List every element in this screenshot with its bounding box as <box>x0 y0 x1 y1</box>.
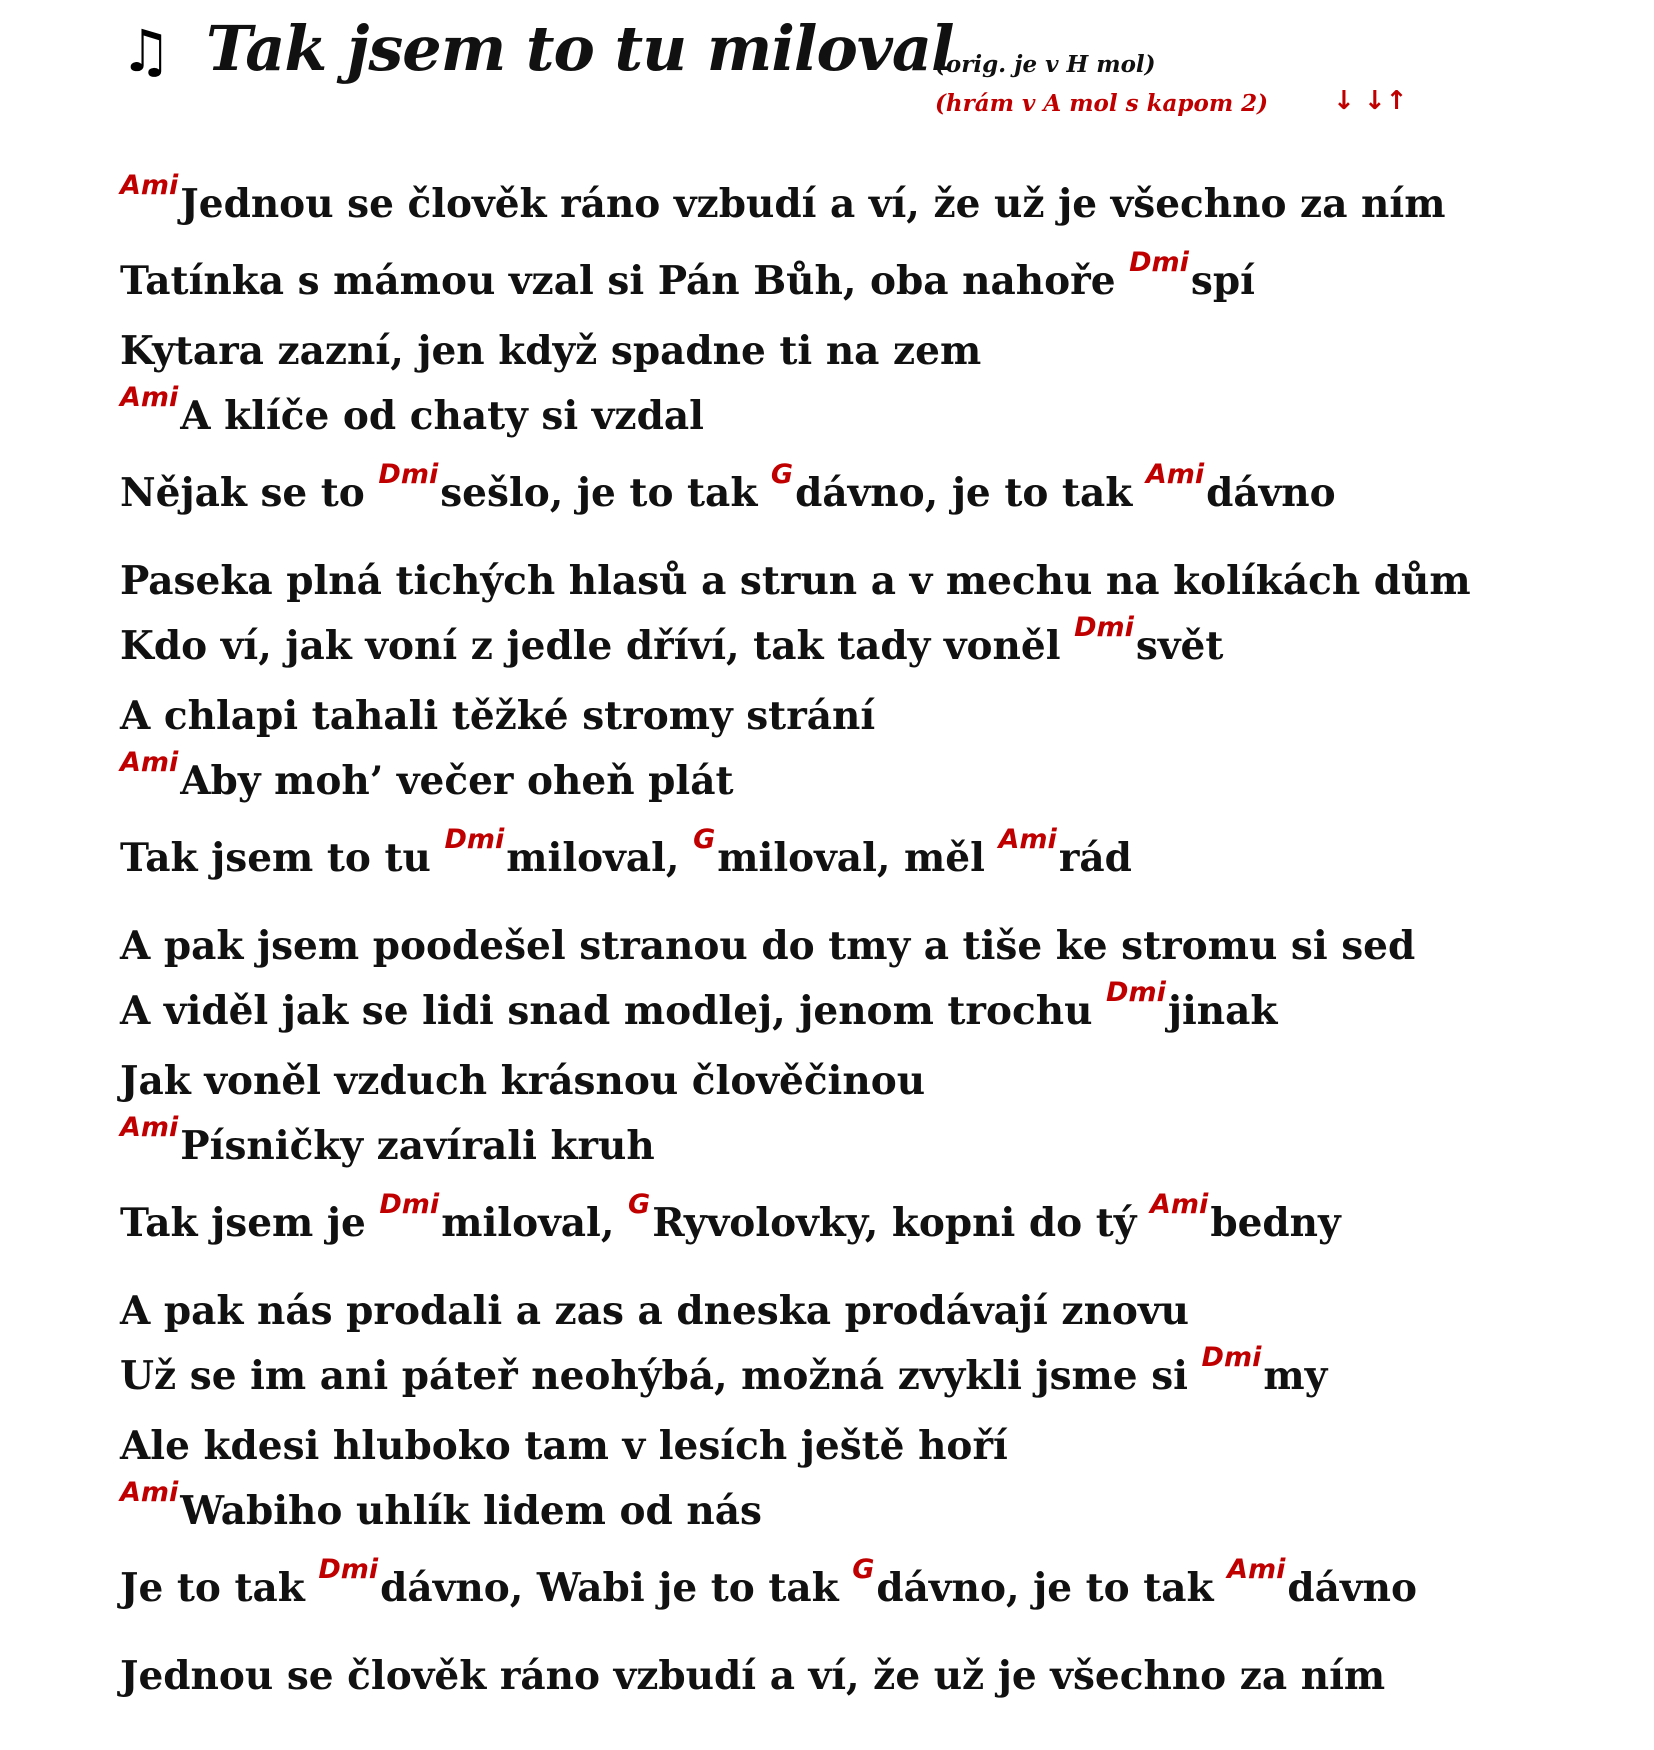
lyric-text: rád <box>1058 835 1132 881</box>
chord-label: Dmi <box>1201 1342 1262 1373</box>
lyric-text: Jednou se člověk ráno vzbudí a ví, že už je všechno za ním <box>120 1653 1386 1699</box>
lyric-text: svět <box>1135 623 1224 669</box>
lyric-text: Kytara zazní, jen když spadne ti na zem <box>120 328 982 374</box>
lyric-text: dávno, je to tak <box>876 1565 1228 1611</box>
lyric-line <box>120 1475 1640 1552</box>
chord-label: G <box>852 1554 875 1585</box>
song-title: Tak jsem to tu miloval <box>206 12 954 85</box>
lyric-text: Je to tak <box>120 1565 319 1611</box>
lyric-line <box>120 1282 1640 1340</box>
lyric-text: Ale kdesi hluboko tam v lesích ještě hoří <box>120 1423 1008 1469</box>
lyric-text: Paseka plná tichých hlasů a strun a v mechu na kolíkách dům <box>120 558 1471 604</box>
chord-label: Dmi <box>1129 247 1189 278</box>
chord-label: Ami <box>1145 459 1205 490</box>
lyric-text: miloval, <box>506 835 694 881</box>
lyric-text: Wabiho uhlík lidem od nás <box>180 1488 762 1534</box>
lyric-text: miloval, měl <box>717 835 999 881</box>
chord-label: Dmi <box>1106 977 1166 1008</box>
chord-label: Dmi <box>444 824 505 855</box>
chord-label: Dmi <box>1074 612 1134 643</box>
stanza <box>120 552 1640 899</box>
lyric-line <box>120 610 1640 687</box>
lyric-text: A viděl jak se lidi snad modlej, jenom trochu <box>120 988 1107 1034</box>
capo-note: (hrám v A mol s kapom 2) <box>935 90 1269 117</box>
lyric-line <box>120 1417 1640 1475</box>
chord-label: Ami <box>998 824 1057 855</box>
lyric-text: sešlo, je to tak <box>440 470 771 516</box>
lyric-text: jinak <box>1167 988 1278 1034</box>
lyric-text: A pak nás prodali a zas a dneska prodávají znovu <box>120 1288 1189 1334</box>
lyric-line <box>120 552 1640 610</box>
lyric-line <box>120 687 1640 745</box>
lyric-text: miloval, <box>441 1200 629 1246</box>
lyric-text: bedny <box>1210 1200 1341 1246</box>
stanza <box>120 168 1640 534</box>
lyric-text: Písničky zavírali kruh <box>180 1123 655 1169</box>
lyric-line <box>120 168 1640 245</box>
lyric-line <box>120 322 1640 380</box>
lyric-text: Nějak se to <box>120 470 379 516</box>
lyric-text: Jak voněl vzduch krásnou člověčinou <box>120 1058 926 1104</box>
lyric-line <box>120 380 1640 457</box>
stanza <box>120 1647 1640 1705</box>
lyric-text: spí <box>1190 258 1255 304</box>
lyric-line <box>120 1647 1640 1705</box>
chord-label: Ami <box>120 747 179 778</box>
chord-label: Ami <box>120 382 179 413</box>
lyric-text: A pak jsem poodešel stranou do tmy a tiše ke stromu si sed <box>120 923 1416 969</box>
lyric-line <box>120 1052 1640 1110</box>
lyric-text: dávno, Wabi je to tak <box>380 1565 853 1611</box>
music-note-icon: ♫ <box>120 17 172 85</box>
lyric-text: Jednou se člověk ráno vzbudí a ví, že už je všechno za ním <box>180 181 1446 227</box>
chord-label: G <box>693 824 716 855</box>
lyric-line <box>120 1552 1640 1629</box>
lyric-line <box>120 822 1640 899</box>
chord-label: Ami <box>1227 1554 1286 1585</box>
chord-label: Ami <box>120 1112 179 1143</box>
stanza <box>120 917 1640 1264</box>
stanza <box>120 1282 1640 1629</box>
lyric-line <box>120 457 1640 534</box>
song-body <box>120 168 1640 1723</box>
original-key-note: (orig. je v H mol) <box>935 51 1156 78</box>
chord-label: Ami <box>120 1477 179 1508</box>
chord-label: Dmi <box>378 459 439 490</box>
chord-label: Ami <box>120 170 179 201</box>
lyric-text: Ryvolovky, kopni do tý <box>652 1200 1151 1246</box>
lyric-text: Tatínka s mámou vzal si Pán Bůh, oba nahoře <box>120 258 1130 304</box>
lyric-text: A chlapi tahali těžké stromy strání <box>120 693 876 739</box>
lyric-text: my <box>1263 1353 1328 1399</box>
lyric-line <box>120 1340 1640 1417</box>
chord-label: G <box>770 459 794 490</box>
lyric-text: Aby moh’ večer oheň plát <box>180 758 734 804</box>
lyric-line <box>120 245 1640 322</box>
lyric-text: dávno <box>1287 1565 1417 1611</box>
chord-label: Dmi <box>318 1554 379 1585</box>
lyric-line <box>120 917 1640 975</box>
lyric-line <box>120 1187 1640 1264</box>
chord-label: G <box>628 1189 651 1220</box>
lyric-line <box>120 975 1640 1052</box>
strumming-arrows: ↓ ↓↑ <box>1333 86 1408 116</box>
chord-label: Ami <box>1150 1189 1209 1220</box>
chord-label: Dmi <box>379 1189 440 1220</box>
lyric-text: Tak jsem to tu <box>120 835 445 881</box>
lyric-line <box>120 745 1640 822</box>
lyric-text: A klíče od chaty si vzdal <box>180 393 704 439</box>
lyric-line <box>120 1110 1640 1187</box>
lyric-text: dávno <box>1206 470 1336 516</box>
song-header <box>120 8 1620 128</box>
lyric-text: Tak jsem je <box>120 1200 380 1246</box>
lyric-text: dávno, je to tak <box>795 470 1146 516</box>
lyric-text: Už se im ani páteř neohýbá, možná zvykli jsme si <box>120 1353 1202 1399</box>
lyric-text: Kdo ví, jak voní z jedle dříví, tak tady voněl <box>120 623 1075 669</box>
